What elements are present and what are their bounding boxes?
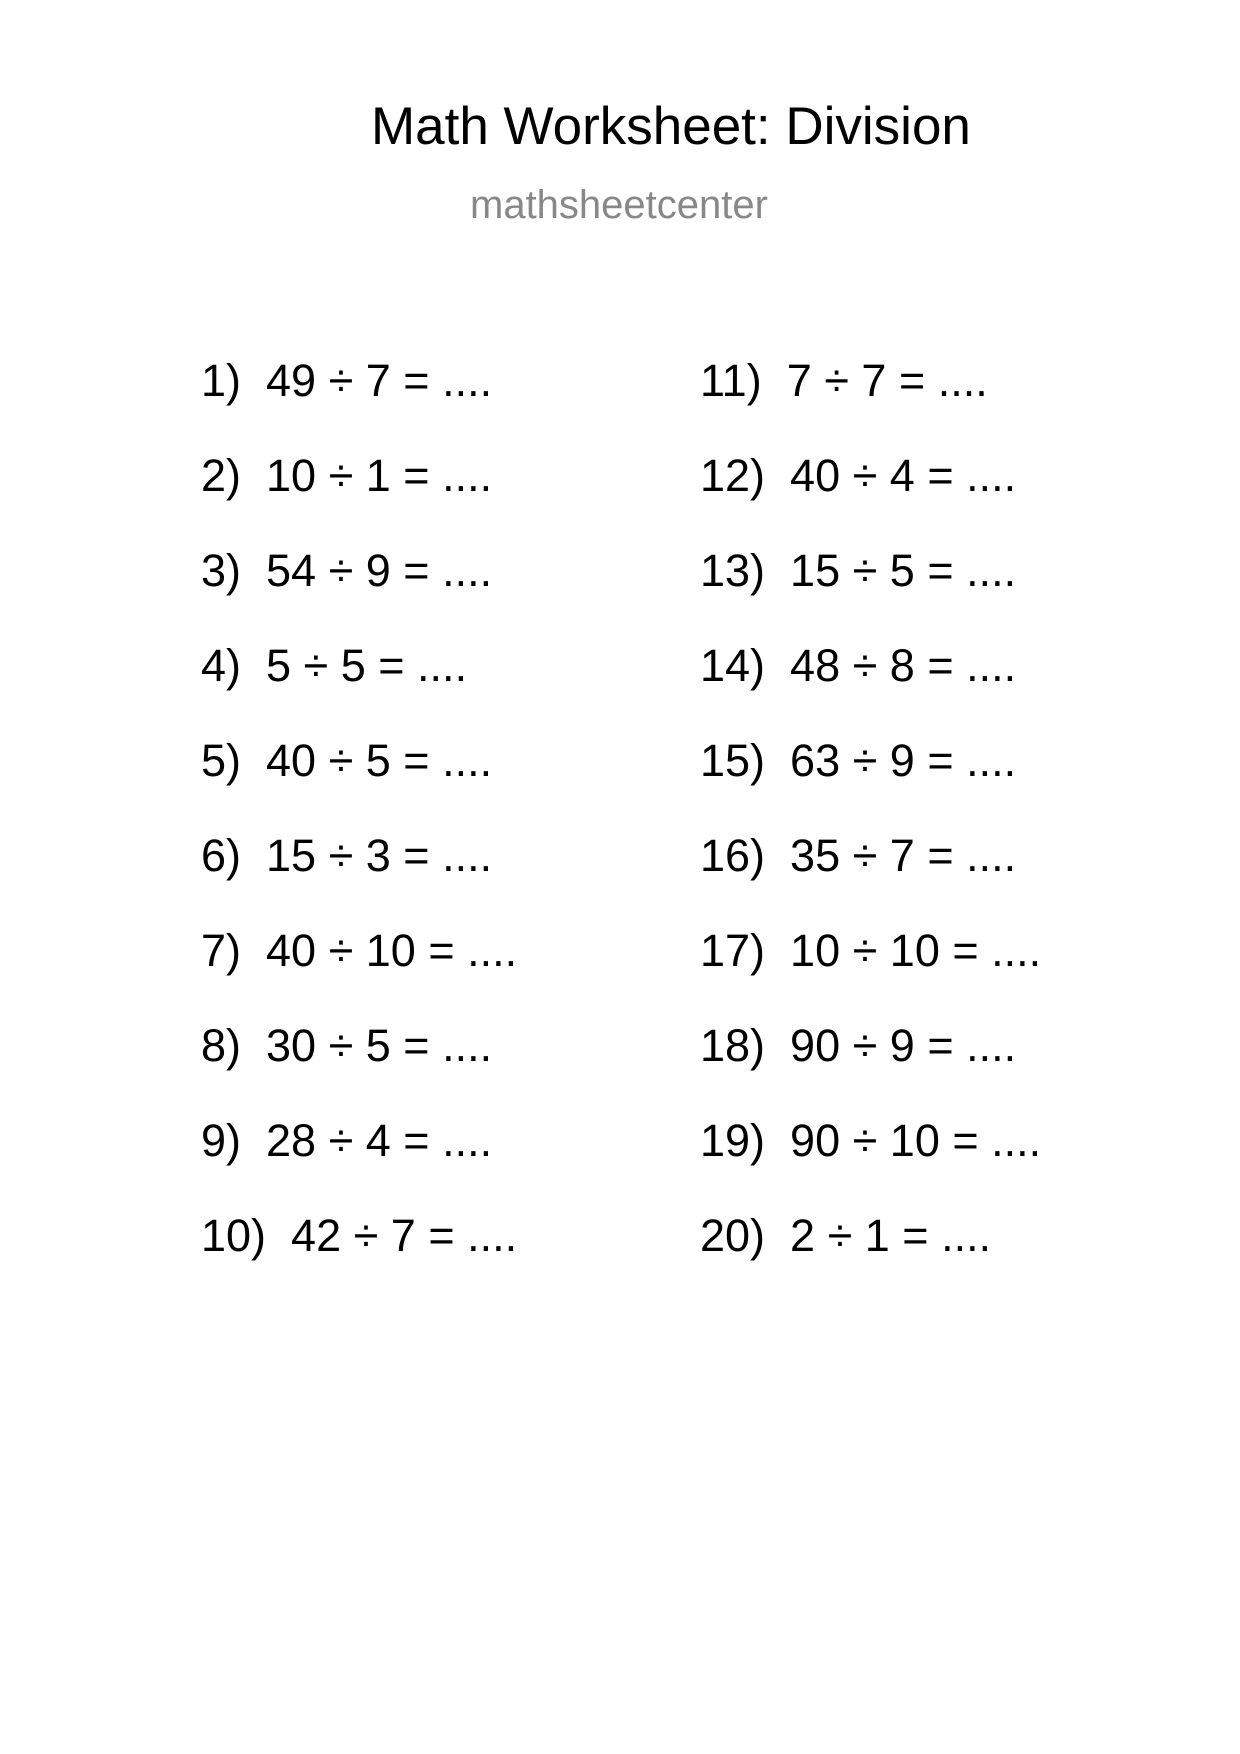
problem-19: 19) 90 ÷ 10 = .... — [700, 1115, 1042, 1166]
problem-1: 1) 49 ÷ 7 = .... — [201, 355, 493, 406]
problem-8: 8) 30 ÷ 5 = .... — [201, 1020, 493, 1071]
problem-20: 20) 2 ÷ 1 = .... — [700, 1210, 992, 1261]
problem-13: 13) 15 ÷ 5 = .... — [700, 545, 1017, 596]
problems-right-column — [700, 355, 1042, 1308]
problem-9: 9) 28 ÷ 4 = .... — [201, 1115, 493, 1166]
problem-3: 3) 54 ÷ 9 = .... — [201, 545, 493, 596]
problem-17: 17) 10 ÷ 10 = .... — [700, 925, 1042, 976]
problem-15: 15) 63 ÷ 9 = .... — [700, 735, 1017, 786]
problem-12: 12) 40 ÷ 4 = .... — [700, 450, 1017, 501]
worksheet-title: Math Worksheet: Division — [371, 97, 971, 156]
problem-18: 18) 90 ÷ 9 = .... — [700, 1020, 1017, 1071]
problem-10: 10) 42 ÷ 7 = .... — [201, 1210, 518, 1261]
problem-2: 2) 10 ÷ 1 = .... — [201, 450, 493, 501]
problem-7: 7) 40 ÷ 10 = .... — [201, 925, 518, 976]
problem-4: 4) 5 ÷ 5 = .... — [201, 640, 468, 691]
problems-left-column — [201, 355, 518, 1308]
worksheet-source: mathsheetcenter — [470, 183, 768, 227]
problem-5: 5) 40 ÷ 5 = .... — [201, 735, 493, 786]
problem-16: 16) 35 ÷ 7 = .... — [700, 830, 1017, 881]
problem-11: 11) 7 ÷ 7 = .... — [700, 355, 988, 406]
problem-6: 6) 15 ÷ 3 = .... — [201, 830, 493, 881]
problem-14: 14) 48 ÷ 8 = .... — [700, 640, 1017, 691]
